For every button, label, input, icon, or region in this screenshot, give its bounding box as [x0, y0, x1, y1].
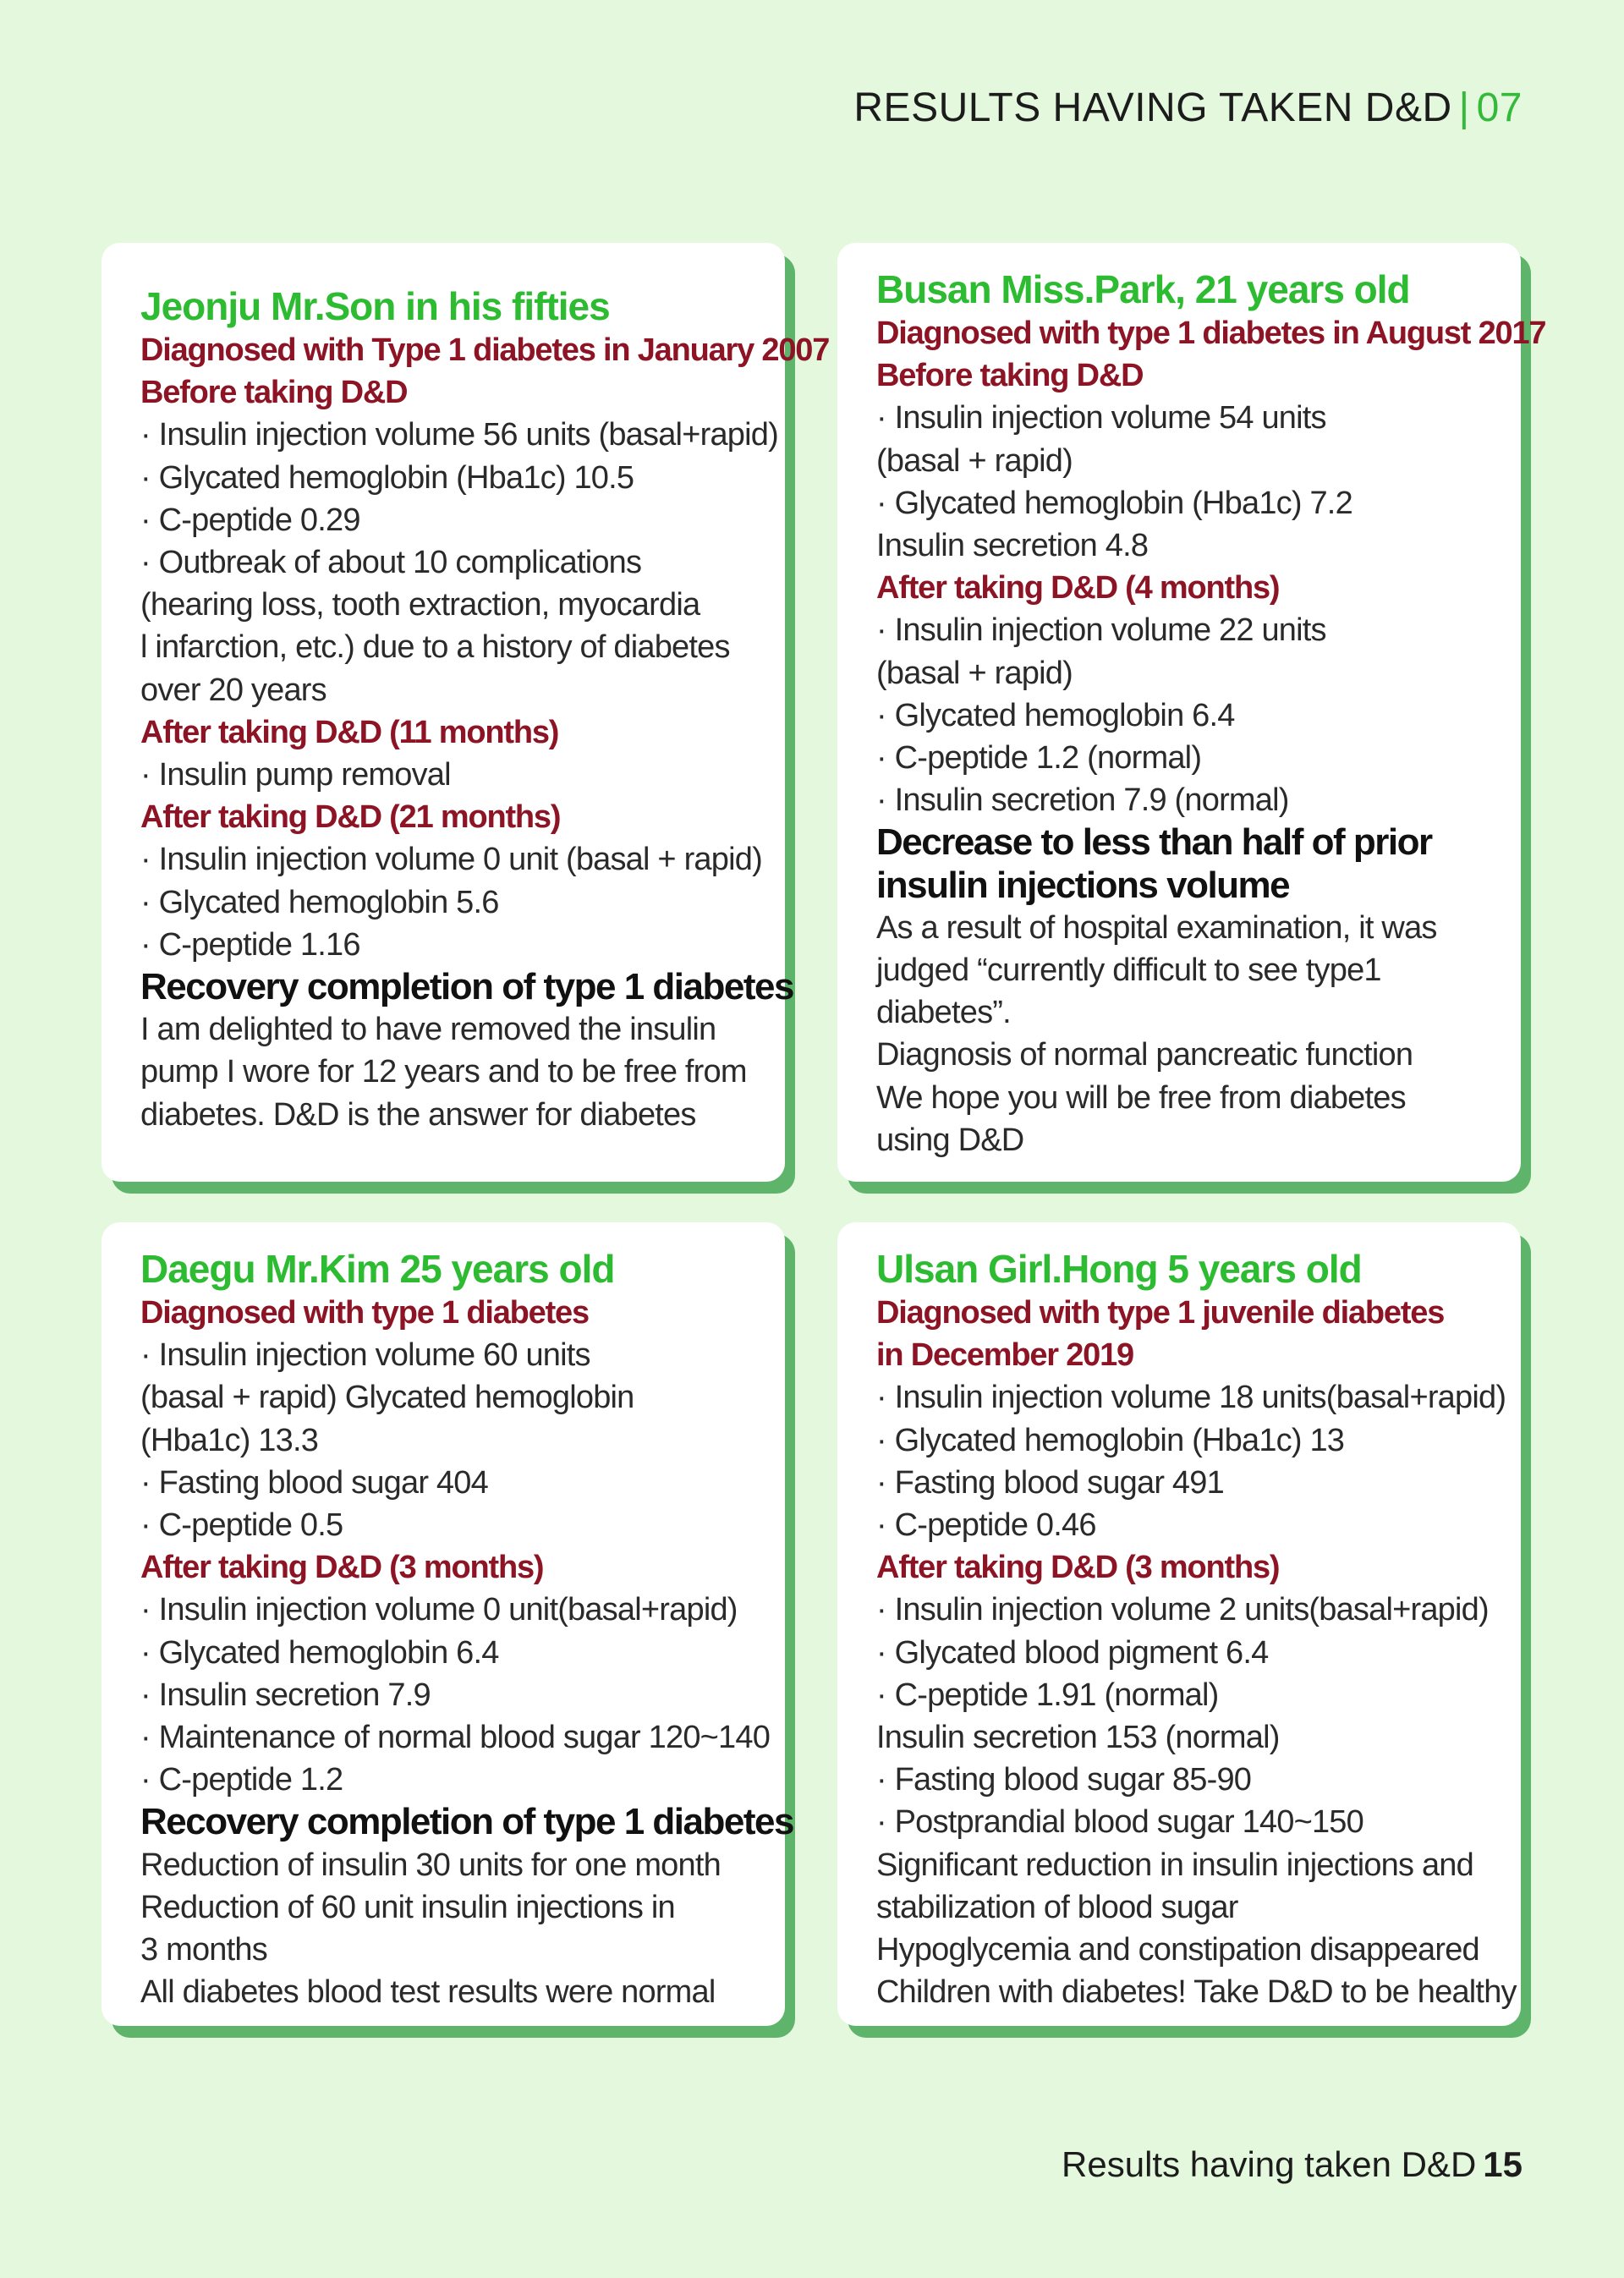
testimonial-card-busan	[837, 243, 1546, 1182]
body-text: · Glycated hemoglobin (Hba1c) 7.2	[876, 485, 1352, 521]
body-text: · Glycated hemoglobin 5.6	[140, 884, 499, 920]
body-text: stabilization of blood sugar	[876, 1889, 1238, 1925]
card-title: Busan Miss.Park, 21 years old	[876, 267, 1410, 311]
body-text: Insulin secretion 153 (normal)	[876, 1720, 1280, 1756]
body-text: diabetes”.	[876, 995, 1011, 1031]
section-heading: After taking D&D (4 months)	[876, 570, 1280, 607]
body-text: · C-peptide 0.29	[140, 502, 360, 538]
testimonial-card-jeonju	[102, 243, 830, 1182]
section-heading: in December 2019	[876, 1337, 1133, 1374]
body-text: We hope you will be free from diabetes	[876, 1079, 1406, 1116]
card-body	[140, 329, 830, 1136]
section-heading: After taking D&D (11 months)	[140, 714, 559, 750]
body-text: · C-peptide 1.16	[140, 926, 360, 963]
body-text: · Outbreak of about 10 complications	[140, 545, 642, 581]
footer-text: Results having taken D&D	[1062, 2144, 1477, 2184]
body-text: Reduction of insulin 30 units for one month	[140, 1847, 721, 1883]
result-headline: Recovery completion of type 1 diabetes	[140, 1801, 793, 1843]
section-heading: Diagnosed with type 1 juvenile diabetes	[876, 1295, 1445, 1331]
body-text: As a result of hospital examination, it was	[876, 909, 1437, 946]
body-text: · C-peptide 1.2	[140, 1762, 343, 1798]
body-text: pump I wore for 12 years and to be free from	[140, 1054, 747, 1090]
body-text: · C-peptide 1.2 (normal)	[876, 740, 1202, 777]
body-text: · Postprandial blood sugar 140~150	[876, 1804, 1363, 1841]
body-text: · C-peptide 0.5	[140, 1507, 343, 1544]
section-number: 07	[1476, 85, 1522, 130]
body-text: · Insulin injection volume 0 unit(basal+rapid)	[140, 1592, 738, 1628]
body-text: · Fasting blood sugar 404	[140, 1464, 488, 1501]
result-headline: Decrease to less than half of prior	[876, 821, 1432, 864]
body-text: Diagnosis of normal pancreatic function	[876, 1037, 1413, 1073]
body-text: · Insulin injection volume 54 units	[876, 400, 1326, 436]
body-text: All diabetes blood test results were normal	[140, 1974, 716, 2011]
card-title: Jeonju Mr.Son in his fifties	[140, 284, 610, 328]
body-text: · Insulin secretion 7.9	[140, 1677, 431, 1713]
body-text: (basal + rapid)	[876, 442, 1073, 479]
body-text: Children with diabetes! Take D&D to be healthy	[876, 1974, 1517, 2011]
header-separator: |	[1458, 85, 1470, 130]
card-title: Daegu Mr.Kim 25 years old	[140, 1247, 615, 1291]
body-text: judged “currently difficult to see type1	[876, 952, 1381, 989]
body-text: · Insulin pump removal	[140, 757, 451, 793]
page-number: 15	[1483, 2144, 1522, 2184]
body-text: Reduction of 60 unit insulin injections in	[140, 1889, 675, 1925]
body-text: · Fasting blood sugar 85-90	[876, 1762, 1252, 1798]
result-headline: Recovery completion of type 1 diabetes	[140, 966, 793, 1008]
body-text: I am delighted to have removed the insulin	[140, 1012, 716, 1048]
body-text: · Glycated blood pigment 6.4	[876, 1634, 1269, 1671]
body-text: · C-peptide 1.91 (normal)	[876, 1677, 1219, 1713]
body-text: (basal + rapid)	[876, 655, 1073, 691]
body-text: using D&D	[876, 1122, 1024, 1158]
section-heading: Diagnosed with type 1 diabetes in August 2017	[876, 316, 1546, 351]
body-text: · Insulin injection volume 22 units	[876, 612, 1326, 649]
body-text: · Glycated hemoglobin (Hba1c) 13	[876, 1422, 1345, 1458]
body-text: · Insulin injection volume 2 units(basal+rapid)	[876, 1592, 1489, 1628]
result-headline: insulin injections volume	[876, 864, 1290, 906]
body-text: 3 months	[140, 1932, 267, 1968]
body-text: l infarction, etc.) due to a history of diabetes	[140, 629, 730, 666]
section-heading: After taking D&D (3 months)	[140, 1550, 544, 1586]
section-header	[853, 85, 1522, 131]
testimonial-card-ulsan	[837, 1222, 1521, 2026]
body-text: (Hba1c) 13.3	[140, 1422, 319, 1458]
testimonial-card-daegu	[102, 1222, 793, 2026]
body-text: · Insulin secretion 7.9 (normal)	[876, 782, 1289, 819]
body-text: (basal + rapid) Glycated hemoglobin	[140, 1380, 634, 1416]
section-heading: Before taking D&D	[140, 375, 408, 411]
card-body	[140, 1292, 793, 2013]
body-text: over 20 years	[140, 672, 326, 708]
body-text: diabetes. D&D is the answer for diabetes	[140, 1096, 696, 1133]
body-text: · Glycated hemoglobin 6.4	[876, 697, 1235, 733]
section-heading: After taking D&D (21 months)	[140, 799, 561, 836]
body-text: · Fasting blood sugar 491	[876, 1464, 1224, 1501]
section-heading: Diagnosed with Type 1 diabetes in January 2007	[140, 332, 830, 368]
body-text: · Insulin injection volume 56 units (basal+rapid)	[140, 417, 778, 453]
body-text: · C-peptide 0.46	[876, 1507, 1096, 1544]
section-heading: Before taking D&D	[876, 358, 1144, 394]
body-text: · Insulin injection volume 60 units	[140, 1337, 590, 1374]
body-text: Significant reduction in insulin injections and	[876, 1847, 1473, 1883]
body-text: Hypoglycemia and constipation disappeared	[876, 1932, 1479, 1968]
body-text: · Insulin injection volume 0 unit (basal + rapid)	[140, 842, 762, 878]
body-text: Insulin secretion 4.8	[876, 528, 1149, 564]
card-body	[876, 1292, 1517, 2013]
body-text: · Insulin injection volume 18 units(basal+rapid)	[876, 1380, 1506, 1416]
card-title: Ulsan Girl.Hong 5 years old	[876, 1247, 1362, 1291]
section-title: RESULTS HAVING TAKEN D&D	[853, 85, 1452, 130]
body-text: · Glycated hemoglobin (Hba1c) 10.5	[140, 459, 634, 496]
section-heading: Diagnosed with type 1 diabetes	[140, 1295, 589, 1331]
section-heading: After taking D&D (3 months)	[876, 1550, 1280, 1586]
card-body	[876, 312, 1546, 1161]
page-footer	[1062, 2144, 1522, 2185]
body-text: · Maintenance of normal blood sugar 120~140	[140, 1720, 771, 1756]
body-text: · Glycated hemoglobin 6.4	[140, 1634, 499, 1671]
body-text: (hearing loss, tooth extraction, myocardia	[140, 587, 700, 623]
